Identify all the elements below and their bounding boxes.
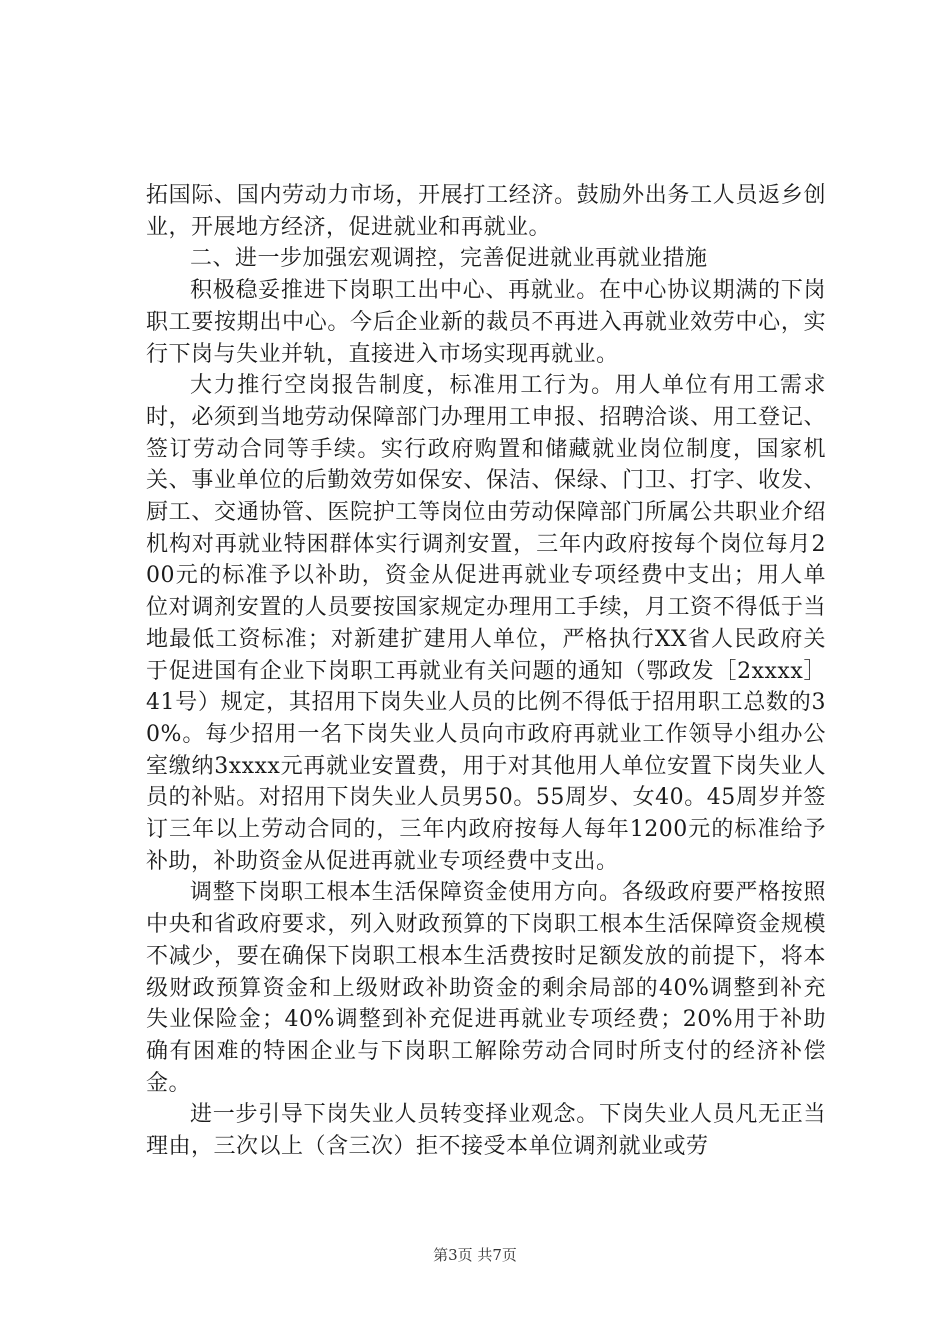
document-body [146,180,826,1163]
section-heading: 二、进一步加强宏观调控，完善促进就业再就业措施 [190,246,708,272]
paragraph-5: 调整下岗职工根本生活保障资金使用方向。各级政府要严格按照中央和省政府要求，列入财政预算的下岗职工根本生活保障资金规模不减少，要在确保下岗职工根本生活费按时足额发放的前提下，将本级财政预算资金和上级财政补助资金的剩余局部的40%调整到补充失业保险金；40%调整到补充促进再就业专项经费；20%用于补助确有困难的特困企业与下岗职工解除劳动合同时所支付的经济补偿金。 [146,880,826,1096]
paragraph-1: 拓国际、国内劳动力市场，开展打工经济。鼓励外出务工人员返乡创业，开展地方经济，促进就业和再就业。 [146,183,826,240]
paragraph-3: 积极稳妥推进下岗职工出中心、再就业。在中心协议期满的下岗职工要按期出中心。今后企业新的裁员不再进入再就业效劳中心，实行下岗与失业并轨，直接进入市场实现再就业。 [146,278,826,367]
page-number-footer: 第3页 共7页 [433,1246,517,1264]
paragraph-4: 大力推行空岗报告制度，标准用工行为。用人单位有用工需求时，必须到当地劳动保障部门办理用工申报、招聘洽谈、用工登记、签订劳动合同等手续。实行政府购置和储藏就业岗位制度，国家机关、事业单位的后勤效劳如保安、保洁、保绿、门卫、打字、收发、厨工、交通协管、医院护工等岗位由劳动保障部门所属公共职业介绍机构对再就业特困群体实行调剂安置，三年内政府按每个岗位每月200元的标准予以补助，资金从促进再就业专项经费中支出；用人单位对调剂安置的人员要按国家规定办理用工手续，月工资不得低于当地最低工资标准；对新建扩建用人单位，严格执行XX省人民政府关于促进国有企业下岗职工再就业有关问题的通知（鄂政发［2xxxx］41号）规定，其招用下岗失业人员的比例不得低于招用职工总数的30%。每少招用一名下岗失业人员向市政府再就业工作领导小组办公室缴纳3xxxx元再就业安置费，用于对其他用人单位安置下岗失业人员的补贴。对招用下岗失业人员男50。55周岁、女40。45周岁并签订三年以上劳动合同的，三年内政府按每人每年1200元的标准给予补助，补助资金从促进再就业专项经费中支出。 [146,373,826,874]
paragraph-6: 进一步引导下岗失业人员转变择业观念。下岗失业人员凡无正当理由，三次以上（含三次）拒不接受本单位调剂就业或劳 [146,1102,826,1160]
